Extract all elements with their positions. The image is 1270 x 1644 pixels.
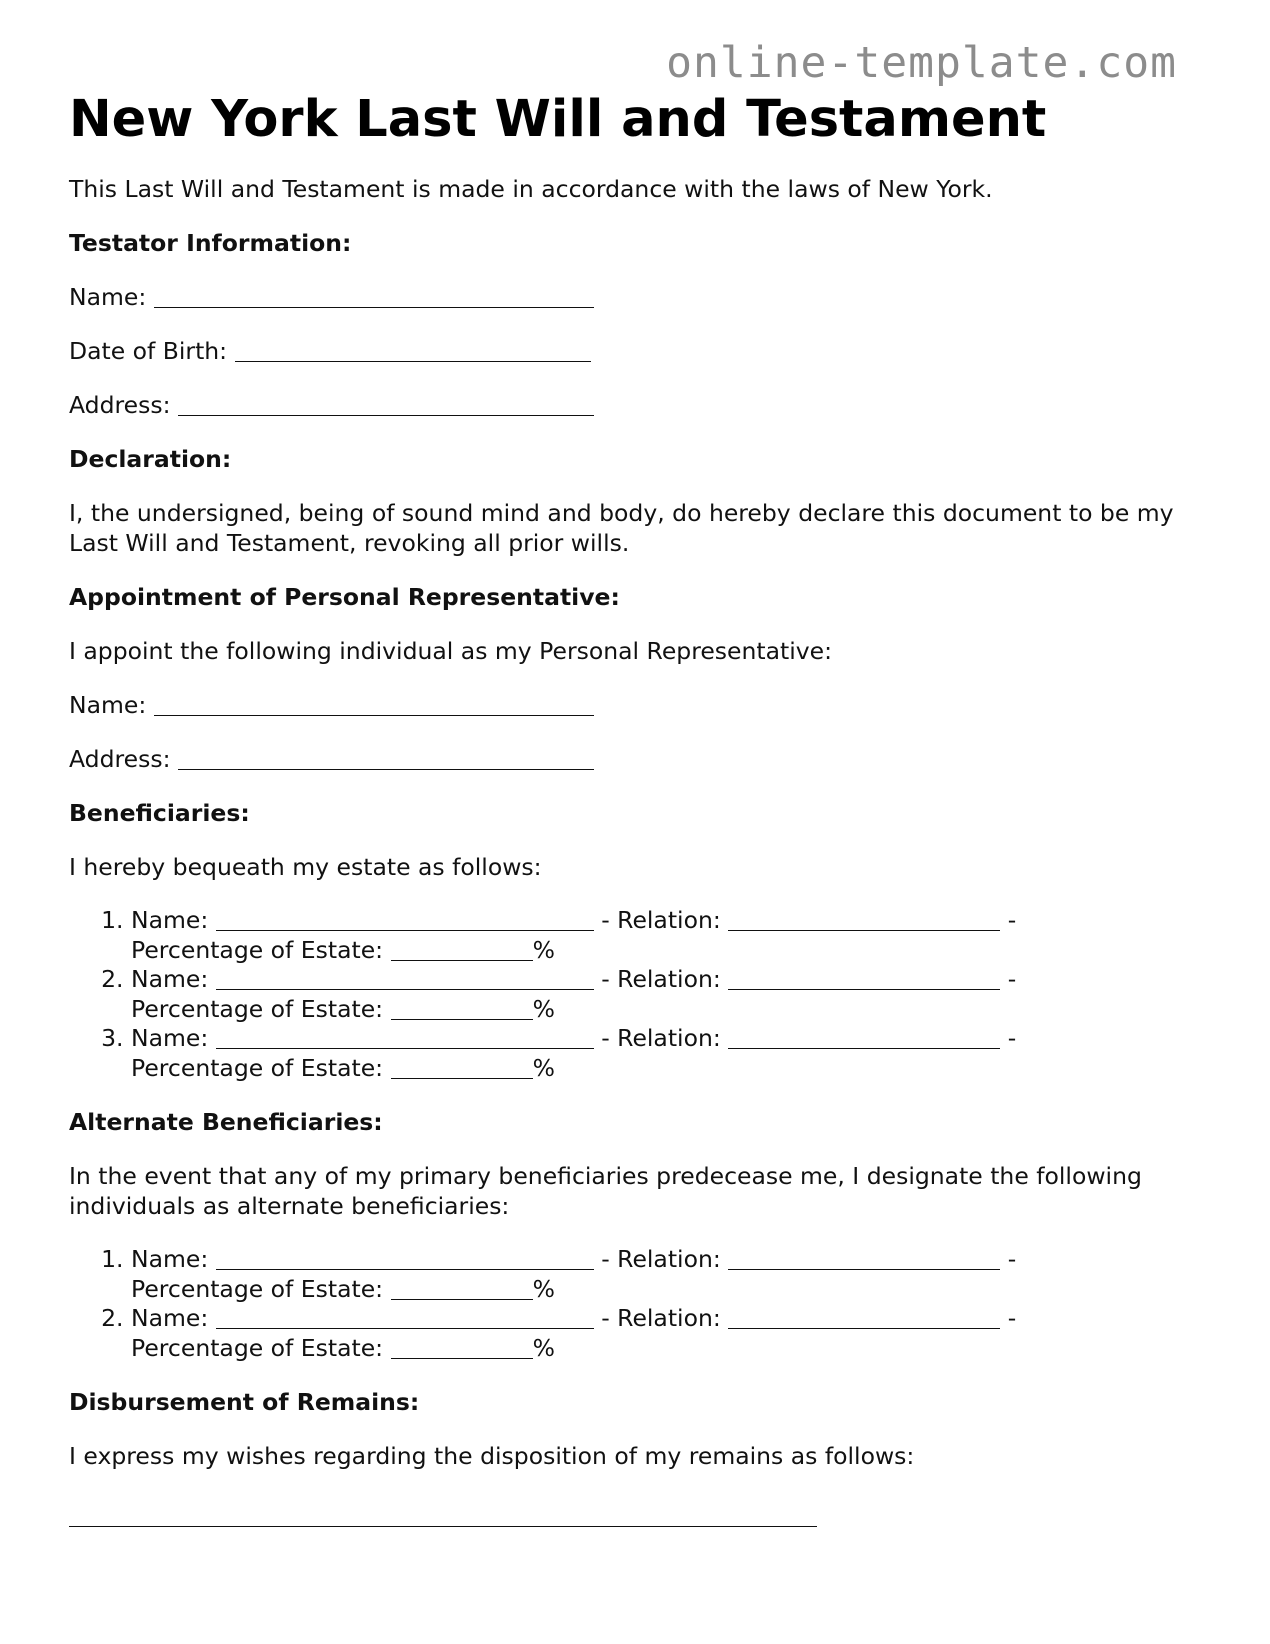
beneficiary-percent-field[interactable] bbox=[391, 997, 533, 1020]
beneficiary-name-label: Name: bbox=[131, 1024, 209, 1052]
dash: - bbox=[1007, 1304, 1017, 1332]
beneficiaries-heading: Beneficiaries: bbox=[69, 799, 250, 827]
testator-dob-label: Date of Birth: bbox=[69, 337, 228, 365]
beneficiary-name-field[interactable] bbox=[216, 967, 594, 990]
testator-name-row bbox=[69, 282, 1209, 312]
testator-address-label: Address: bbox=[69, 391, 171, 419]
percent-sign: % bbox=[532, 1053, 555, 1082]
percent-sign: % bbox=[532, 1274, 555, 1303]
representative-text: I appoint the following individual as my Personal Representative: bbox=[69, 637, 833, 665]
representative-name-row bbox=[69, 690, 1209, 720]
testator-address-row bbox=[69, 390, 1209, 420]
beneficiary-relation-field[interactable] bbox=[728, 908, 1000, 931]
declaration-heading: Declaration: bbox=[69, 445, 232, 473]
beneficiary-percent-field[interactable] bbox=[391, 1056, 533, 1079]
percent-sign: % bbox=[532, 935, 555, 964]
percent-sign: % bbox=[532, 994, 555, 1023]
remains-heading: Disbursement of Remains: bbox=[69, 1388, 420, 1416]
declaration-text: I, the undersigned, being of sound mind and body, do hereby declare this document to be my Last Will and Testament, revoking all prior wills. bbox=[69, 499, 1174, 557]
remains-text: I express my wishes regarding the disposition of my remains as follows: bbox=[69, 1442, 915, 1470]
beneficiary-percent-label: Percentage of Estate: bbox=[131, 994, 384, 1023]
beneficiary-percent-field[interactable] bbox=[391, 938, 533, 961]
list-item bbox=[131, 906, 1209, 965]
alternate-relation-label: - Relation: bbox=[601, 1304, 721, 1332]
testator-name-label: Name: bbox=[69, 283, 147, 311]
document-body bbox=[69, 88, 1209, 1531]
representative-heading: Appointment of Personal Representative: bbox=[69, 583, 620, 611]
alternate-name-field[interactable] bbox=[216, 1306, 594, 1329]
document-title: New York Last Will and Testament bbox=[69, 90, 1047, 149]
testator-heading: Testator Information: bbox=[69, 229, 352, 257]
remains-field[interactable] bbox=[69, 1504, 817, 1527]
intro-text: This Last Will and Testament is made in accordance with the laws of New York. bbox=[69, 175, 993, 203]
representative-name-label: Name: bbox=[69, 691, 147, 719]
remains-row bbox=[69, 1501, 1209, 1531]
beneficiary-name-field[interactable] bbox=[216, 908, 594, 931]
alternate-name-label: Name: bbox=[131, 1245, 209, 1273]
percent-sign: % bbox=[532, 1333, 555, 1362]
representative-address-field[interactable] bbox=[178, 747, 594, 770]
representative-address-row bbox=[69, 744, 1209, 774]
representative-name-field[interactable] bbox=[154, 693, 594, 716]
beneficiary-relation-label: - Relation: bbox=[601, 1024, 721, 1052]
alternate-relation-label: - Relation: bbox=[601, 1245, 721, 1273]
alternate-relation-field[interactable] bbox=[728, 1247, 1000, 1270]
alternate-percent-label: Percentage of Estate: bbox=[131, 1274, 384, 1303]
beneficiary-relation-label: - Relation: bbox=[601, 906, 721, 934]
representative-address-label: Address: bbox=[69, 745, 171, 773]
alternates-list bbox=[69, 1245, 1209, 1363]
dash: - bbox=[1007, 1024, 1017, 1052]
alternate-name-label: Name: bbox=[131, 1304, 209, 1332]
list-item bbox=[131, 965, 1209, 1024]
alternate-percent-field[interactable] bbox=[391, 1336, 533, 1359]
alternate-name-field[interactable] bbox=[216, 1247, 594, 1270]
beneficiaries-list bbox=[69, 906, 1209, 1083]
beneficiary-name-label: Name: bbox=[131, 906, 209, 934]
beneficiary-relation-label: - Relation: bbox=[601, 965, 721, 993]
alternate-relation-field[interactable] bbox=[728, 1306, 1000, 1329]
beneficiary-relation-field[interactable] bbox=[728, 1026, 1000, 1049]
watermark: online-template.com bbox=[666, 38, 1177, 88]
beneficiary-percent-label: Percentage of Estate: bbox=[131, 1053, 384, 1082]
beneficiary-relation-field[interactable] bbox=[728, 967, 1000, 990]
list-item bbox=[131, 1304, 1209, 1363]
alternate-percent-label: Percentage of Estate: bbox=[131, 1333, 384, 1362]
beneficiary-percent-label: Percentage of Estate: bbox=[131, 935, 384, 964]
dash: - bbox=[1007, 965, 1017, 993]
alternate-percent-field[interactable] bbox=[391, 1277, 533, 1300]
dash: - bbox=[1007, 906, 1017, 934]
list-item bbox=[131, 1024, 1209, 1083]
testator-address-field[interactable] bbox=[178, 393, 594, 416]
alternates-text: In the event that any of my primary beneficiaries predecease me, I designate the following individuals as alternate beneficiaries: bbox=[69, 1162, 1142, 1220]
dash: - bbox=[1007, 1245, 1017, 1273]
beneficiary-name-field[interactable] bbox=[216, 1026, 594, 1049]
testator-dob-row bbox=[69, 336, 1209, 366]
beneficiaries-text: I hereby bequeath my estate as follows: bbox=[69, 853, 542, 881]
beneficiary-name-label: Name: bbox=[131, 965, 209, 993]
testator-dob-field[interactable] bbox=[235, 339, 591, 362]
testator-name-field[interactable] bbox=[154, 285, 594, 308]
list-item bbox=[131, 1245, 1209, 1304]
alternates-heading: Alternate Beneficiaries: bbox=[69, 1108, 383, 1136]
